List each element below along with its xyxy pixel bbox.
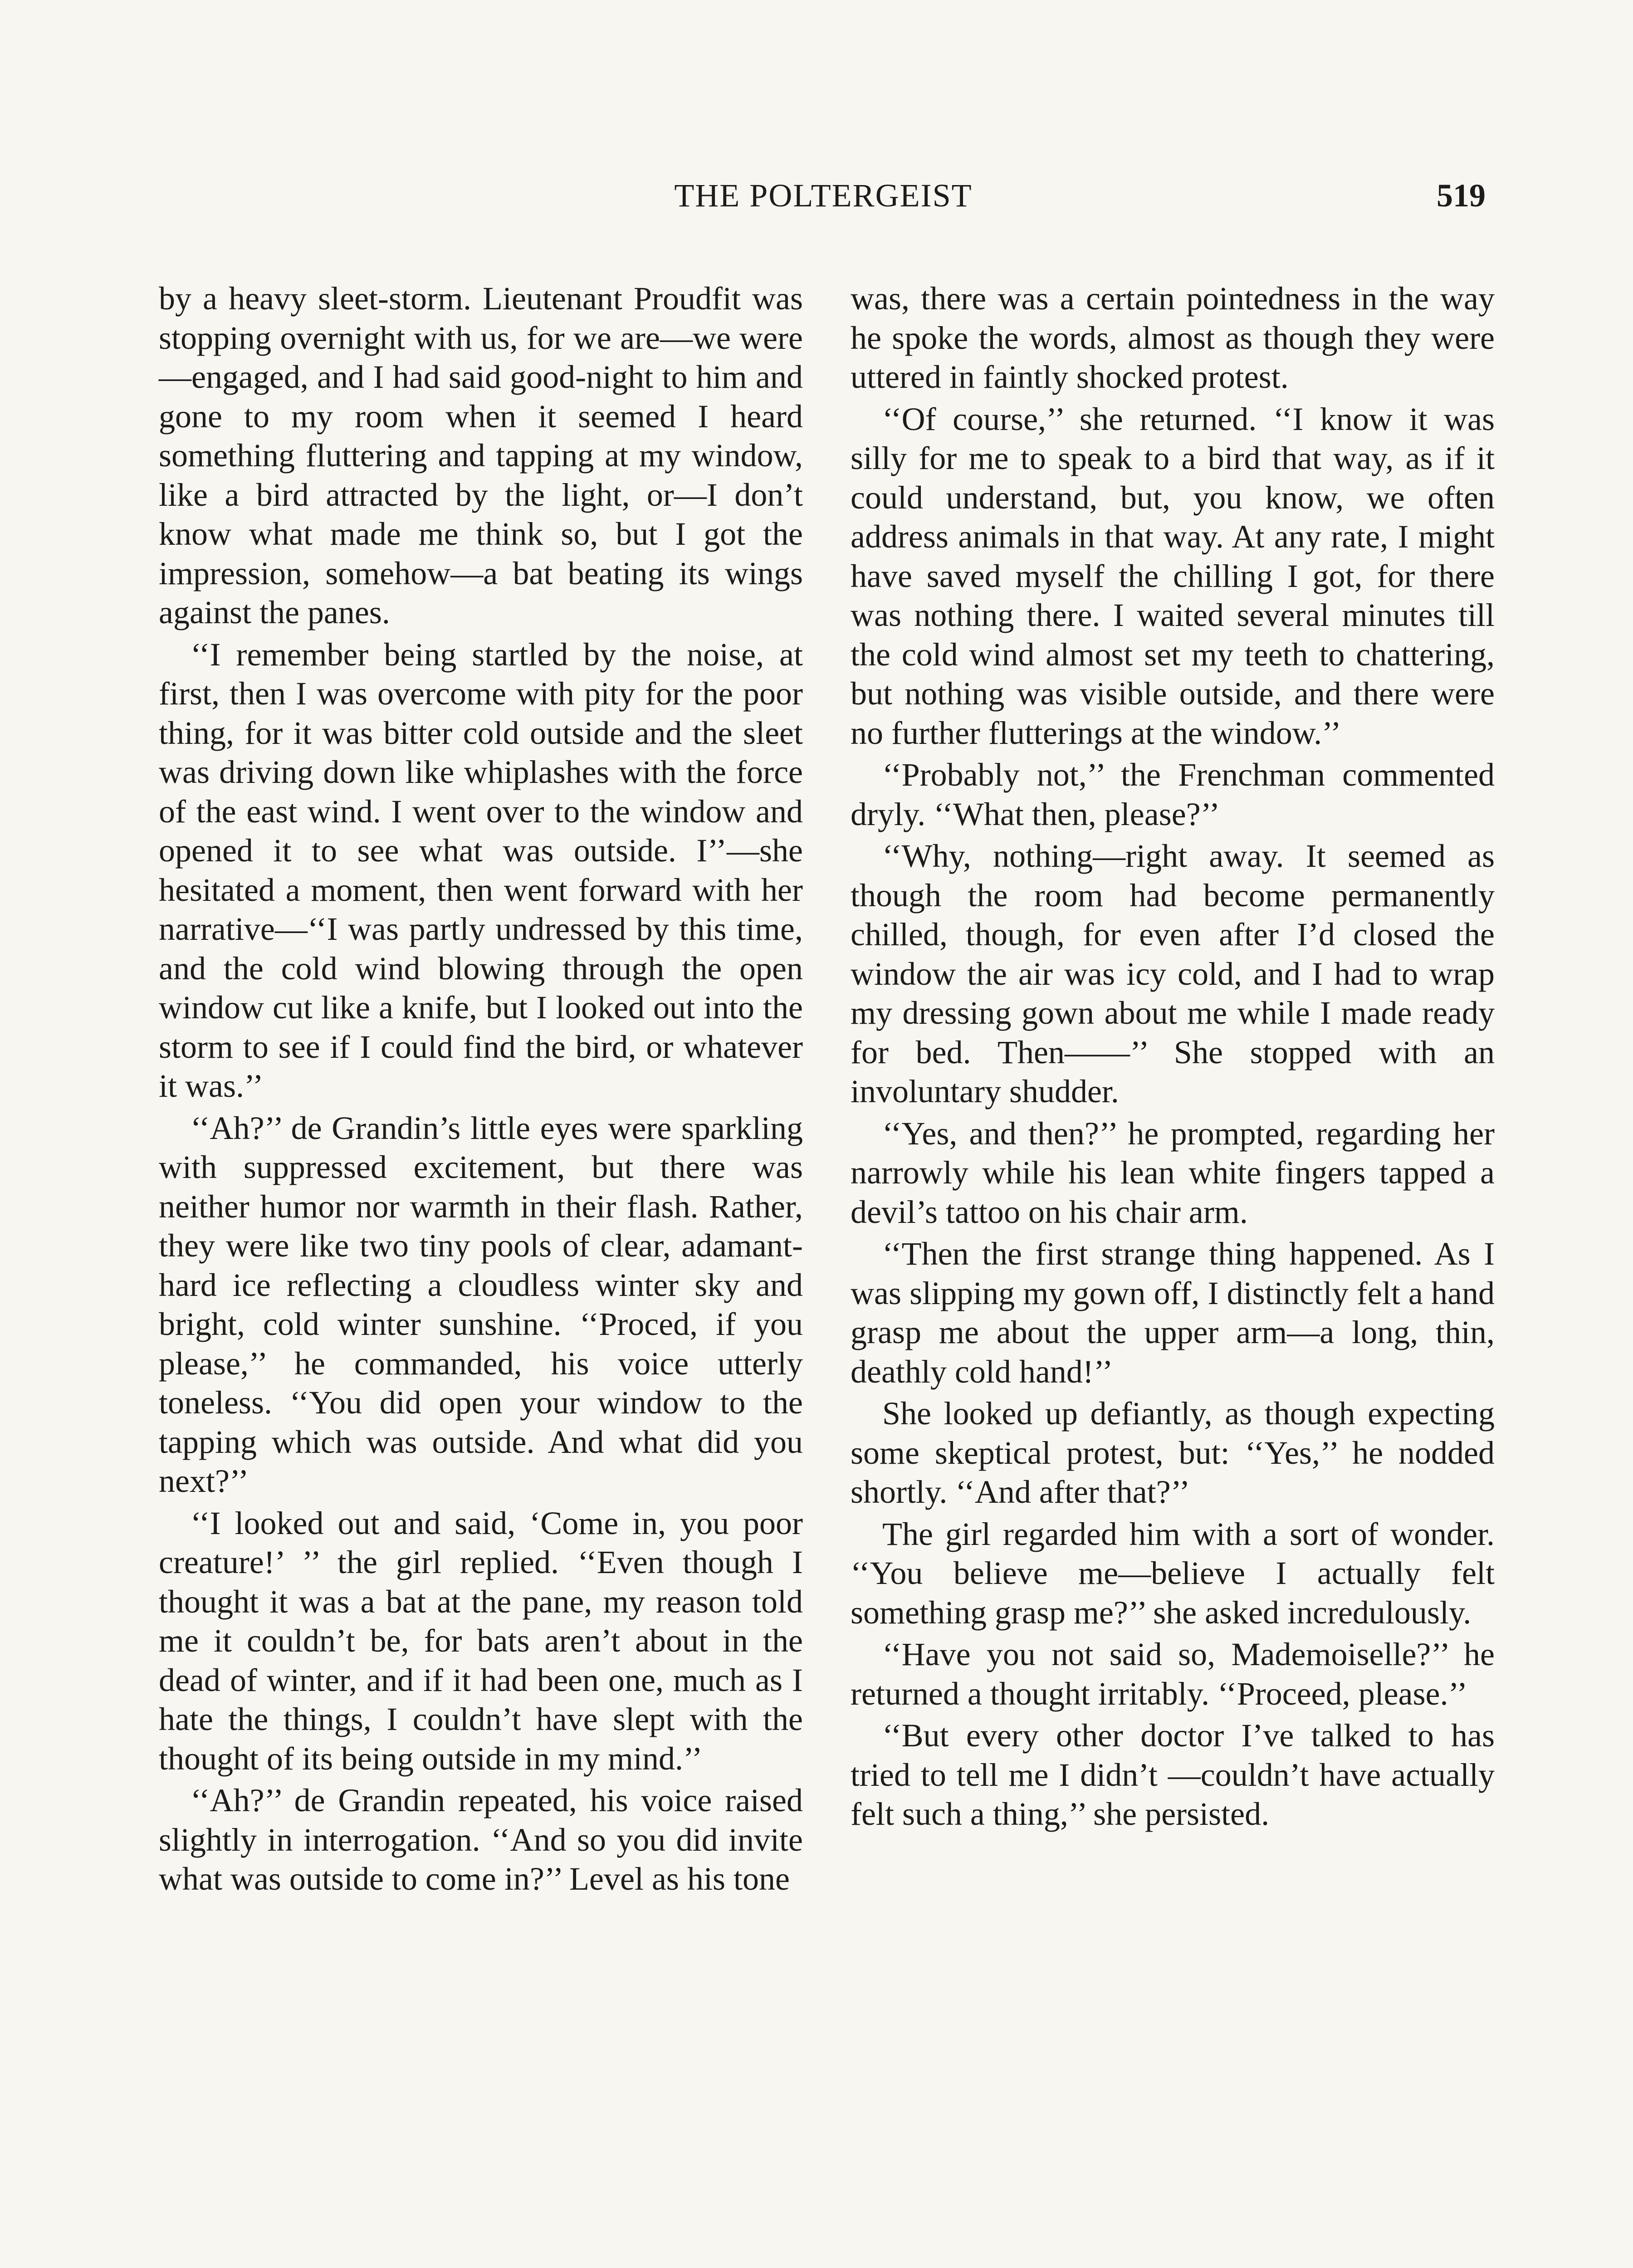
paragraph: ‘‘Of course,’’ she returned. ‘‘I know it was silly for me to speak to a bird that way, as if it could understand, but, you know, we often address animals in that way. At any rate, I might have saved myself the chilling I got, for there was nothing there. I waited several minutes till the cold wind almost set my teeth to chattering, but nothing was visible outside, and there were no further flutterings at the window.’’	[851, 401, 1495, 751]
paragraph: by a heavy sleet-storm. Lieutenant Proudfit was stopping overnight with us, for we are—we were—engaged, and I had said good-night to him and gone to my room when it seemed I heard something fluttering and tapping at my window, like a bird attracted by the light, or—I don’t know what made me think so, but I got the impression, somehow—a bat beating its wings against the panes.	[159, 280, 803, 631]
paragraph: ‘‘Why, nothing—right away. It seemed as though the room had become permanently chilled, though, for even after I’d closed the window the air was icy cold, and I had to wrap my dressing gown about me while I made ready for bed. Then——’’ She stopped with an involuntary shudder.	[851, 838, 1495, 1110]
left-column	[159, 279, 803, 1901]
paragraph: ‘‘I remember being startled by the noise, at first, then I was overcome with pity for the poor thing, for it was bitter cold outside and the sleet was driving down like whiplashes with the force of the east wind. I went over to the window and opened it to see what was outside. I’’—she hesitated a moment, then went forward with her narrative—‘‘I was partly undressed by this time, and the cold wind blowing through the open window cut like a knife, but I looked out into the storm to see if I could find the bird, or whatever it was.’’	[159, 636, 803, 1104]
paragraph: ‘‘Ah?’’ de Grandin’s little eyes were sparkling with suppressed excitement, but there was neither humor nor warmth in their flash. Rather, they were like two tiny pools of clear, adamant-hard ice reflecting a cloudless winter sky and bright, cold winter sunshine. ‘‘Proced, if you please,’’ he commanded, his voice utterly toneless. ‘‘You did open your window to the tapping which was outside. And what did you next?’’	[159, 1110, 803, 1499]
paragraph: She looked up defiantly, as though expecting some skeptical protest, but: ‘‘Yes,’’ he nodded shortly. ‘‘And after that?’’	[851, 1395, 1495, 1510]
paragraph: ‘‘Yes, and then?’’ he prompted, regarding her narrowly while his lean white fingers tapped a devil’s tattoo on his chair arm.	[851, 1115, 1495, 1230]
page-header	[161, 177, 1486, 227]
paragraph: The girl regarded him with a sort of wonder. ‘‘You believe me—believe I actually felt something grasp me?’’ she asked incredulously.	[851, 1515, 1495, 1631]
paragraph: ‘‘Then the first strange thing happened. As I was slipping my gown off, I distinctly felt a hand grasp me about the upper arm—a long, thin, deathly cold hand!’’	[851, 1236, 1495, 1390]
page-number: 519	[1437, 177, 1486, 214]
running-title: THE POLTERGEIST	[674, 177, 973, 214]
paragraph: ‘‘I looked out and said, ‘Come in, you poor creature!’ ’’ the girl replied. ‘‘Even though I thought it was a bat at the pane, my reason told me it couldn’t be, for bats aren’t about in the dead of winter, and if it had been one, much as I hate the things, I couldn’t have slept with the thought of its being outside in my mind.’’	[159, 1505, 803, 1777]
paragraph: ‘‘But every other doctor I’ve talked to has tried to tell me I didn’t —couldn’t have actually felt such a thing,’’ she persisted.	[851, 1717, 1495, 1832]
right-column	[851, 279, 1495, 1837]
paragraph: ‘‘Probably not,’’ the Frenchman commented dryly. ‘‘What then, please?’’	[851, 757, 1495, 832]
paragraph: was, there was a certain pointedness in the way he spoke the words, almost as though they were uttered in faintly shocked protest.	[851, 280, 1495, 395]
paragraph: ‘‘Ah?’’ de Grandin repeated, his voice raised slightly in interrogation. ‘‘And so you did invite what was outside to come in?’’ Level as his tone	[159, 1782, 803, 1897]
paragraph: ‘‘Have you not said so, Mademoiselle?’’ he returned a thought irritably. ‘‘Proceed, please.’’	[851, 1636, 1495, 1712]
